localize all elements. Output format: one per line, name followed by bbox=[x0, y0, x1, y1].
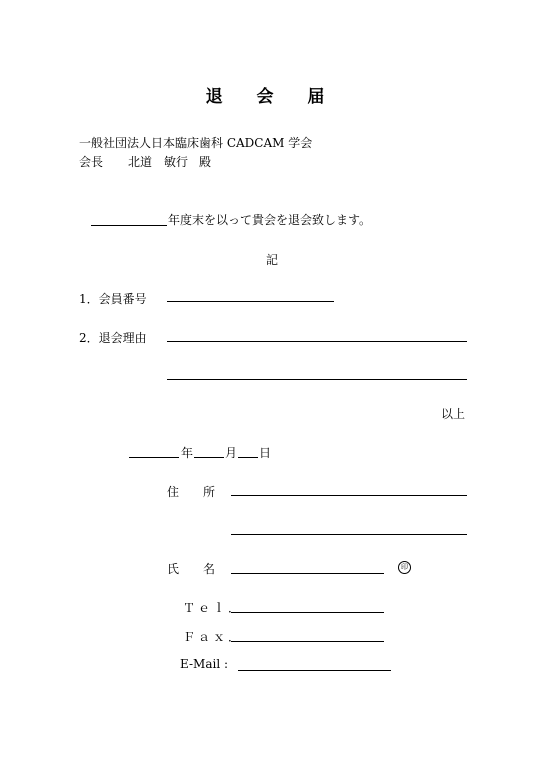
member-number-line bbox=[167, 301, 334, 302]
date-day-line bbox=[238, 457, 258, 458]
address-line-1 bbox=[231, 495, 467, 496]
addressee-org: 一般社団法人日本臨床歯科 CADCAM 学会 bbox=[79, 136, 313, 150]
ijo-label: 以上 bbox=[441, 407, 466, 421]
date-year-line bbox=[129, 457, 179, 458]
address-label: 住 所 bbox=[167, 485, 216, 499]
reason-line-2 bbox=[167, 379, 467, 380]
year-blank-line bbox=[91, 225, 167, 226]
addressee-honorific: 殿 bbox=[199, 155, 212, 169]
name-line bbox=[231, 573, 384, 574]
member-number-label: 1．会員番号 bbox=[79, 292, 147, 306]
reason-label: 2．退会理由 bbox=[79, 331, 147, 345]
date-month-line bbox=[194, 457, 224, 458]
tel-line bbox=[231, 612, 384, 613]
resignation-statement: 年度末を以って貴会を退会致します。 bbox=[168, 213, 372, 227]
reason-line-1 bbox=[167, 341, 467, 342]
fax-label: Ｆａｘ． bbox=[183, 630, 244, 644]
tel-label: Ｔｅｌ． bbox=[183, 601, 244, 615]
fax-line bbox=[231, 641, 384, 642]
date-year-label: 年 bbox=[181, 446, 194, 460]
document-title: 退 会 届 bbox=[205, 87, 339, 107]
ki-label: 記 bbox=[266, 253, 279, 267]
email-line bbox=[238, 670, 391, 671]
date-day-label: 日 bbox=[259, 446, 272, 460]
addressee-role: 会長 bbox=[79, 155, 104, 169]
date-month-label: 月 bbox=[225, 446, 238, 460]
email-label: E-Mail : bbox=[180, 657, 229, 671]
address-line-2 bbox=[231, 534, 467, 535]
name-label: 氏 名 bbox=[167, 562, 216, 576]
seal-mark-icon: 印 bbox=[398, 561, 411, 574]
addressee-name: 北道 敏行 bbox=[128, 155, 189, 169]
